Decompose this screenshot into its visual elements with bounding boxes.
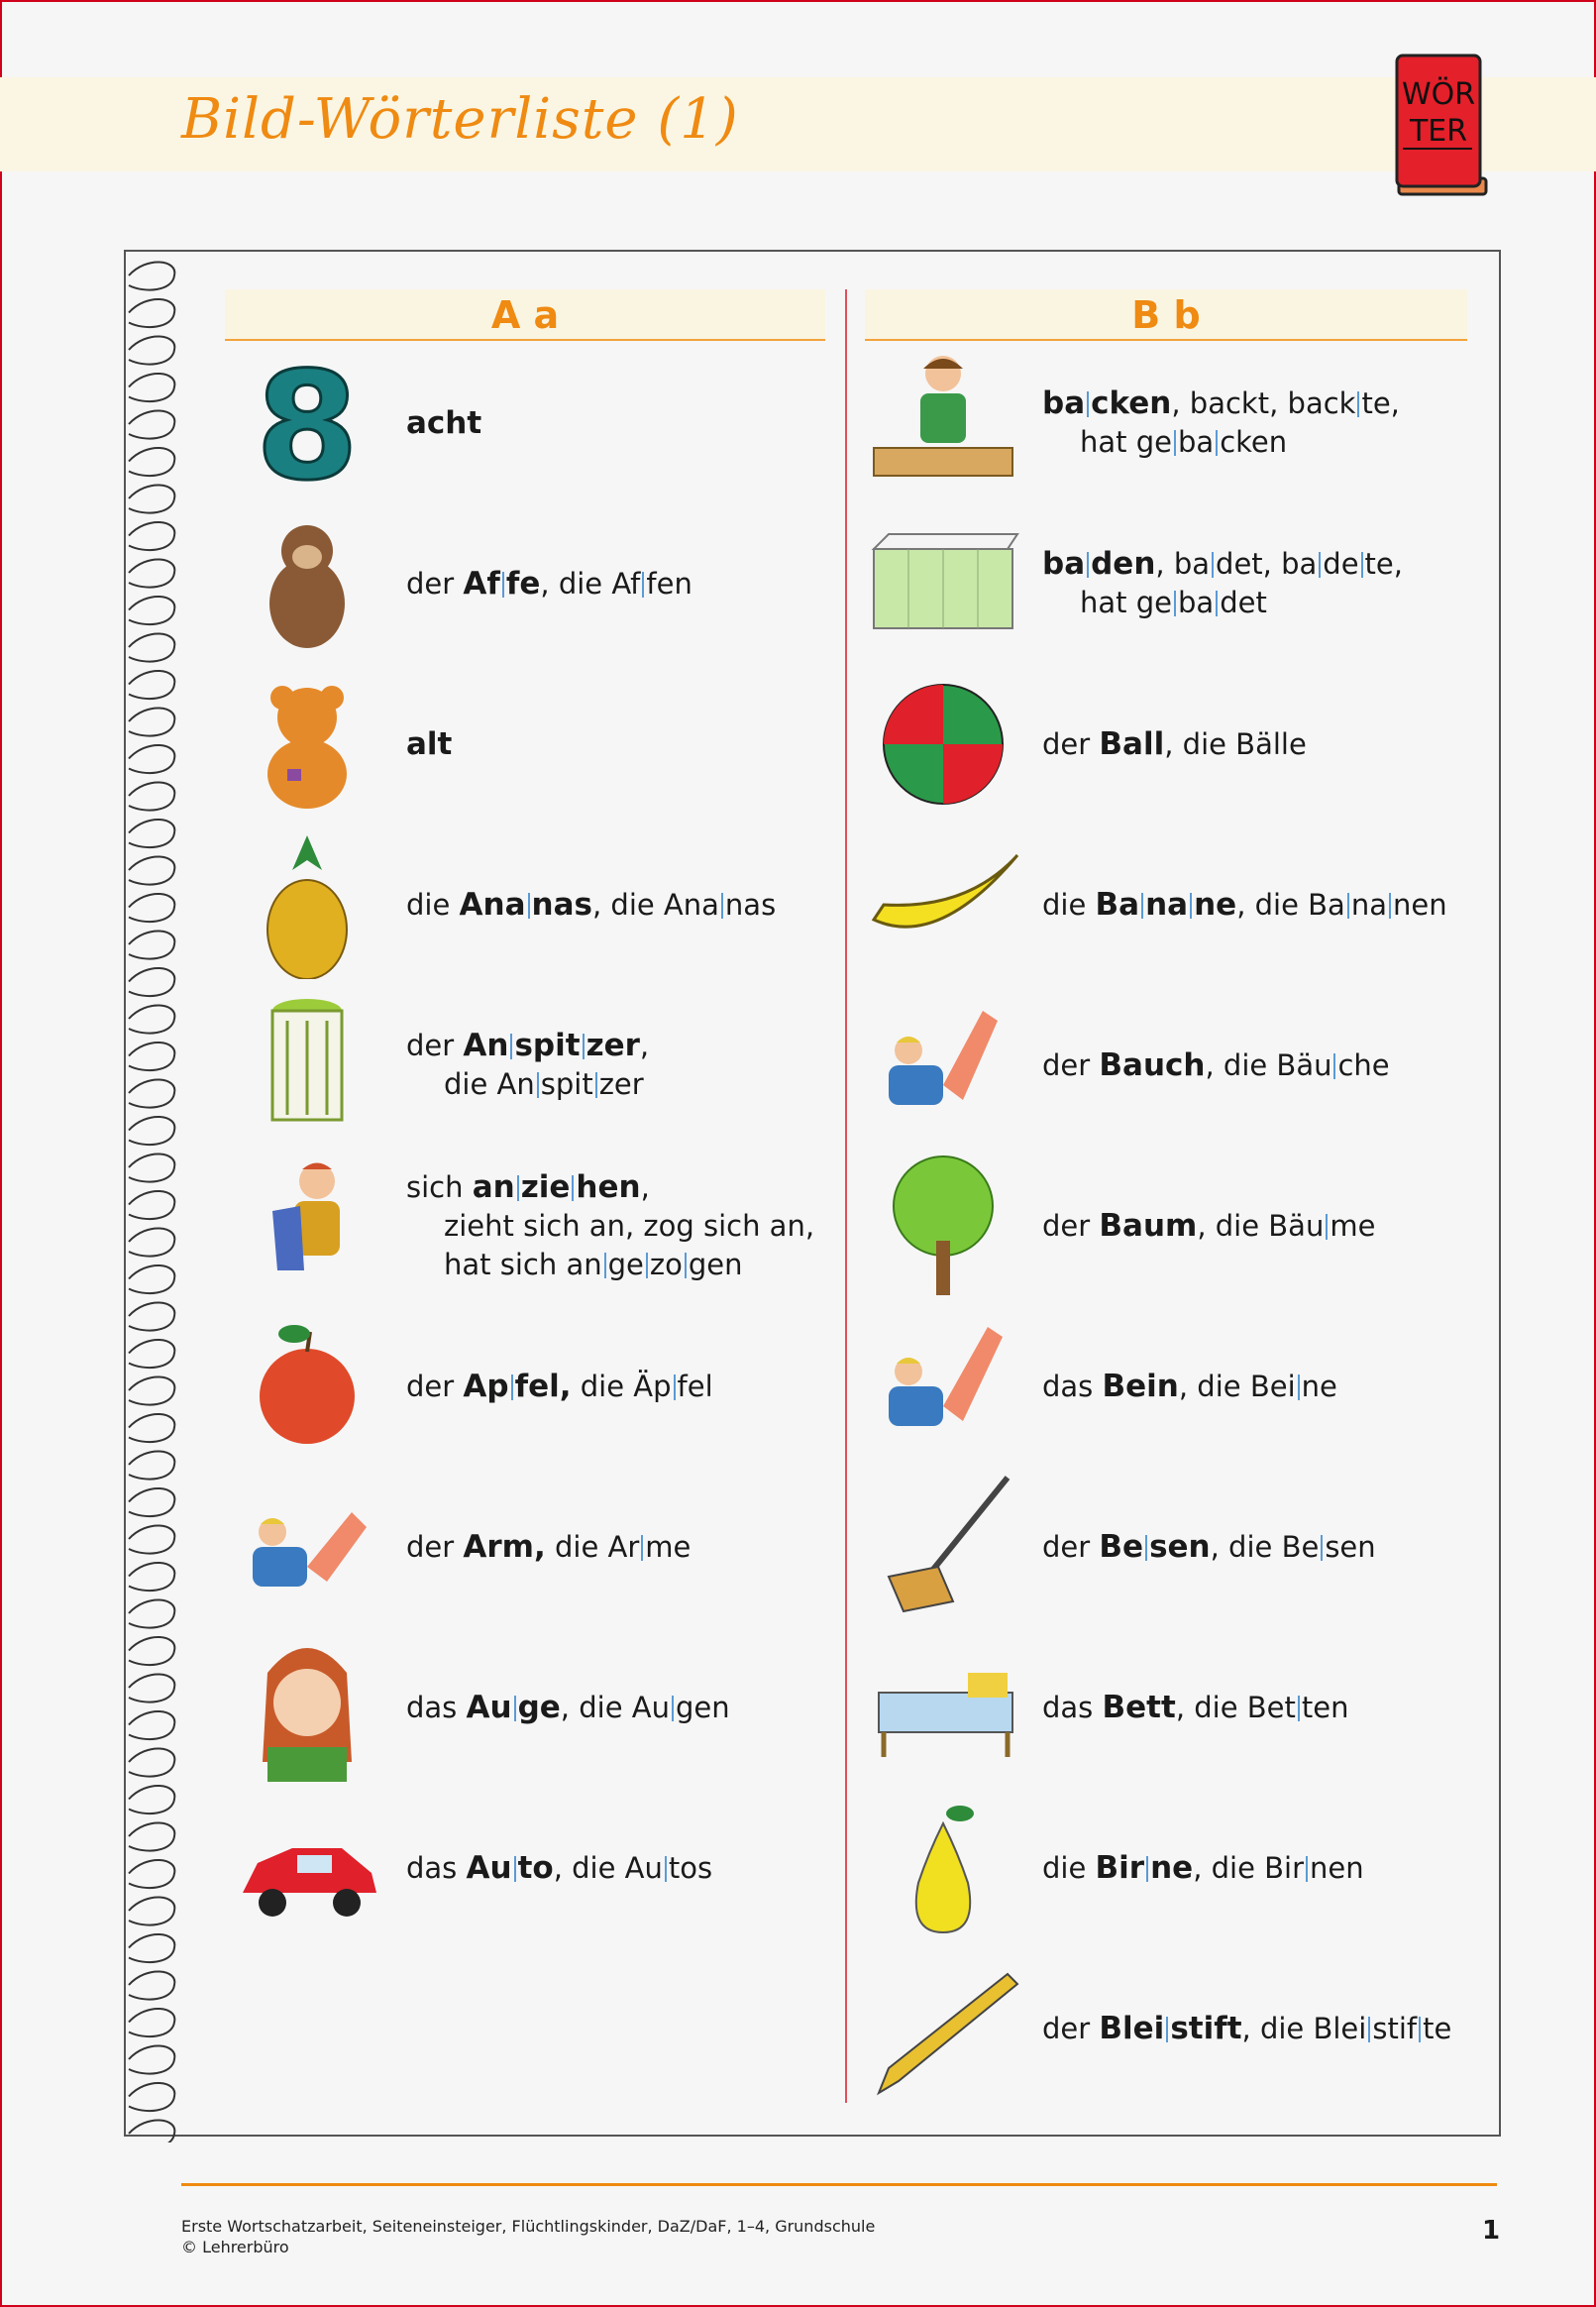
tree-icon <box>869 1152 1022 1300</box>
footer-line-1: Erste Wortschatzarbeit, Seiteneinsteiger, Flüchtlingskinder, DaZ/DaF, 1–4, Grundschule <box>181 2217 876 2236</box>
word-b-entry-line: hat ge ba cken <box>1080 425 1288 459</box>
word-a-entry-line: sich an zie hen, <box>406 1168 650 1205</box>
word-a-entry-line: acht <box>406 404 482 441</box>
word-a-entry-line: das Au to, die Au tos <box>406 1849 713 1886</box>
word-a-entry-text <box>406 1368 713 1406</box>
word-b-entry-text <box>1042 545 1403 622</box>
word-a-entry-text <box>406 1027 649 1104</box>
word-b-entry-line: der Blei stift, die Blei stif te <box>1042 2010 1452 2046</box>
book-label-bottom: TER <box>1409 114 1468 149</box>
number-eight-icon <box>233 349 386 497</box>
banana-icon <box>869 830 1022 979</box>
pineapple-icon <box>233 830 386 979</box>
word-a-entry-line: hat sich an ge zo gen <box>444 1247 743 1281</box>
word-b-entry <box>869 1794 1596 1942</box>
word-b-entry-line: hat ge ba det <box>1080 586 1267 619</box>
word-b-entry-line: das Bett, die Bet ten <box>1042 1689 1349 1725</box>
footer-rule <box>181 2183 1497 2186</box>
apple-icon <box>233 1312 386 1461</box>
word-a-entry-line: der Ap fel, die Äp fel <box>406 1368 713 1404</box>
word-a-entry-line: der Arm, die Ar me <box>406 1528 692 1565</box>
word-a-entry-line: das Au ge, die Au gen <box>406 1689 730 1725</box>
page-number: 1 <box>1482 2216 1501 2246</box>
word-a-entry-text <box>406 725 452 764</box>
word-b-entry-line: die Ba na ne, die Ba na nen <box>1042 886 1447 923</box>
girl-leg-icon <box>869 1312 1022 1461</box>
word-a-entry-line: die An spit zer <box>444 1067 644 1101</box>
word-a-entry-line: der Af fe, die Af fen <box>406 565 692 602</box>
word-b-entry-text <box>1042 1528 1376 1567</box>
book-label-top: WÖR <box>1401 77 1476 112</box>
word-b-entry-text <box>1042 725 1307 764</box>
word-a-entry-line: der An spit zer, <box>406 1028 650 1063</box>
word-b-entry <box>869 1954 1596 2103</box>
word-a-entry-text <box>406 1528 691 1567</box>
girl-arm-icon <box>233 1473 386 1621</box>
boy-dressing-icon <box>233 1152 386 1300</box>
pear-icon <box>869 1794 1022 1942</box>
svg-text:8: 8 <box>255 349 360 497</box>
word-b-entry-line: ba den, ba det, ba de te, <box>1042 546 1403 582</box>
word-b-entry <box>869 1152 1596 1300</box>
word-b-entry-text <box>1042 1368 1337 1406</box>
word-a-entry-line: alt <box>406 725 453 762</box>
word-b-entry-text <box>1042 1207 1375 1246</box>
teddy-bear-icon <box>233 670 386 819</box>
bed-icon <box>869 1633 1022 1782</box>
word-b-entry <box>869 349 1596 497</box>
word-a-entry-line: zieht sich an, zog sich an, <box>444 1208 815 1243</box>
car-icon <box>233 1794 386 1942</box>
word-b-entry-line: ba cken, backt, back te, <box>1042 385 1400 421</box>
word-b-entry-line: das Bein, die Bei ne <box>1042 1368 1337 1404</box>
footer-line-2: © Lehrerbüro <box>181 2238 289 2256</box>
word-b-entry <box>869 1312 1596 1461</box>
column-heading-b: B b <box>865 289 1467 341</box>
word-a-entry-text <box>406 1849 712 1888</box>
word-b-entry-line: der Bauch, die Bäu che <box>1042 1046 1390 1083</box>
word-b-entry-line: der Ball, die Bälle <box>1042 725 1307 762</box>
monkey-icon <box>233 509 386 658</box>
word-b-entry <box>869 1473 1596 1621</box>
girl-eye-icon <box>233 1633 386 1782</box>
word-b-entry <box>869 991 1596 1140</box>
word-b-entry-text <box>1042 384 1400 462</box>
word-b-entry <box>869 509 1596 658</box>
word-a-entry-text <box>406 1689 730 1727</box>
bathtub-icon <box>869 509 1022 658</box>
word-b-entry-line: der Be sen, die Be sen <box>1042 1528 1376 1565</box>
girl-belly-icon <box>869 991 1022 1140</box>
word-b-entry-line: die Bir ne, die Bir nen <box>1042 1849 1364 1886</box>
word-b-entry-line: der Baum, die Bäu me <box>1042 1207 1376 1244</box>
ball-icon <box>869 670 1022 819</box>
word-b-entry <box>869 670 1596 819</box>
baking-person-icon <box>869 349 1022 497</box>
word-a-entry-text <box>406 404 481 443</box>
word-a-entry-line: die Ana nas, die Ana nas <box>406 886 777 923</box>
word-b-entry <box>869 830 1596 979</box>
word-a-entry-text <box>406 1168 814 1284</box>
page-title: Bild-Wörterliste (1) <box>181 87 739 152</box>
column-heading-a: A a <box>225 289 825 341</box>
word-b-entry <box>869 1633 1596 1782</box>
word-b-entry-text <box>1042 886 1447 925</box>
broom-icon <box>869 1473 1022 1621</box>
pencil-sharpener-icon <box>233 991 386 1140</box>
spiral-binding-icon <box>117 250 186 2142</box>
word-b-entry-text <box>1042 1046 1390 1085</box>
woerter-book-icon <box>1393 50 1490 200</box>
word-a-entry-text <box>406 886 776 925</box>
word-b-entry-text <box>1042 1689 1348 1727</box>
word-b-entry-text <box>1042 1849 1364 1888</box>
pencil-icon <box>869 1954 1022 2103</box>
word-b-entry-text <box>1042 2010 1451 2048</box>
word-a-entry-text <box>406 565 692 604</box>
footer-credits <box>181 2216 875 2257</box>
